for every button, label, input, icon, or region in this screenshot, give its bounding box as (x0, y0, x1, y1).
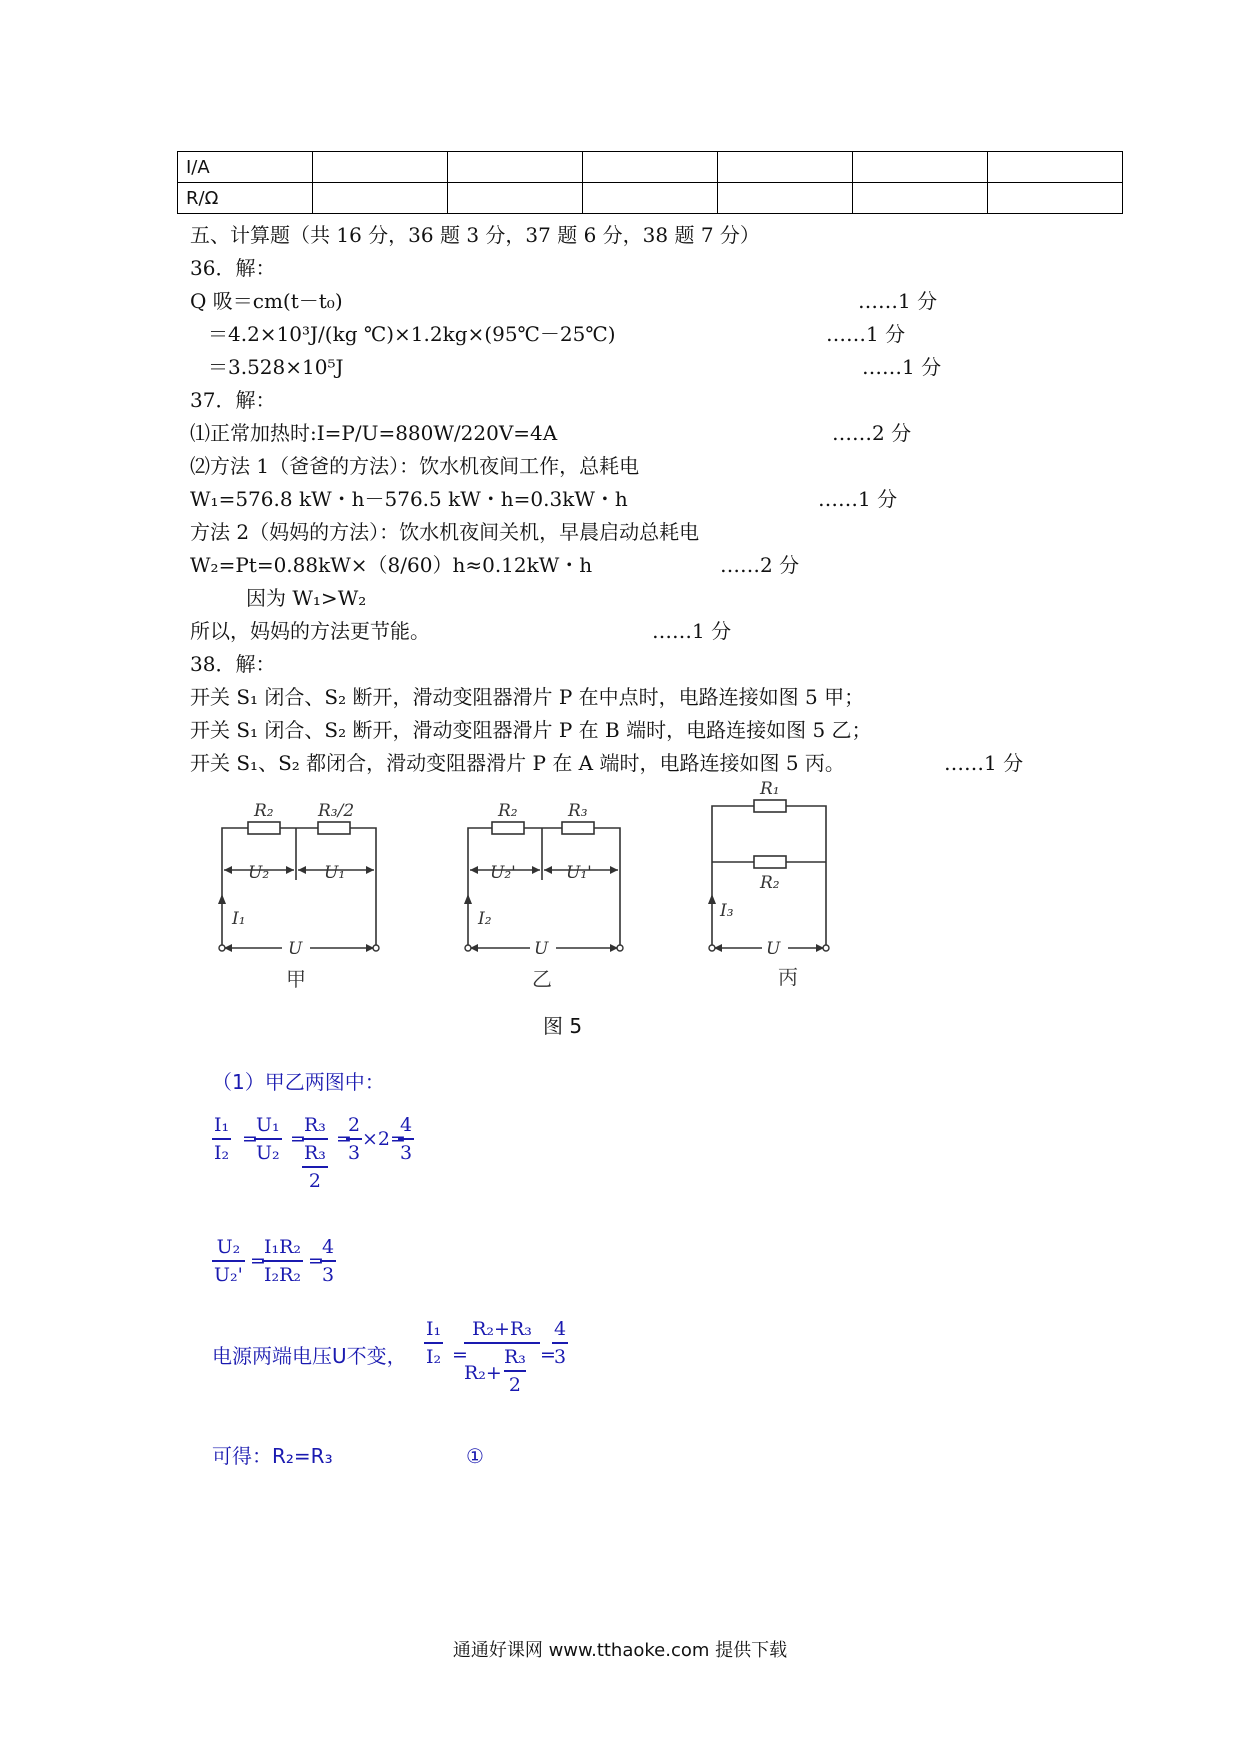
q36-line2-score: ……1 分 (826, 322, 906, 346)
eq3-frac-a (424, 1316, 443, 1370)
q38-head: 38．解： (190, 652, 276, 676)
eq1-frac-a (212, 1112, 231, 1166)
q36-head: 36．解： (190, 256, 276, 280)
eq1-c-den-num: R₃ (302, 1140, 328, 1168)
eq3-b-den (464, 1344, 540, 1402)
result-text: 可得：R₂=R₃ (212, 1444, 333, 1468)
label-a-u1: U₁ (324, 863, 346, 883)
table-cell (718, 183, 853, 214)
eq3-equals: = (540, 1344, 556, 1366)
eq2-frac-c (320, 1234, 336, 1288)
eq1-d-num: 2 (346, 1112, 362, 1140)
circuit-b (468, 822, 620, 948)
q36-line3-score: ……1 分 (862, 355, 942, 379)
label-a-u2: U₂ (248, 863, 270, 883)
label-c-u: U (766, 939, 781, 959)
q38-line1: 开关 S₁ 闭合、S₂ 断开，滑动变阻器滑片 P 在中点时，电路连接如图 5 甲； (190, 685, 865, 709)
eq3-b-den-frac (504, 1344, 526, 1398)
eq3-b-den-den: 2 (508, 1374, 522, 1396)
eq1-equals: = (336, 1128, 352, 1150)
label-b-r2: R₂ (498, 801, 518, 821)
eq1-times: ×2= (362, 1128, 406, 1150)
eq1-equals: = (290, 1128, 306, 1150)
eq1-frac-d (346, 1112, 362, 1166)
q37-line3: W₁=576.8 kW・h－576.5 kW・h=0.3kW・h (190, 487, 628, 511)
label-a-u: U (288, 939, 303, 959)
eq3-a-num: I₁ (424, 1316, 443, 1344)
q37-line4: 方法 2（妈妈的方法）：饮水机夜间关机，早晨启动总耗电 (190, 520, 700, 544)
table-cell (988, 183, 1123, 214)
eq1-equals: = (242, 1128, 258, 1150)
eq1-e-num: 4 (398, 1112, 414, 1140)
table-row (178, 152, 1123, 183)
eq2-b-den: I₂R₂ (264, 1264, 302, 1286)
eq3-c-den: 3 (554, 1346, 567, 1368)
table-cell (583, 183, 718, 214)
eq3-equals: = (452, 1344, 468, 1366)
eq3-b-num: R₂+R₃ (464, 1316, 540, 1344)
eq3-a-den: I₂ (426, 1346, 442, 1368)
q38-line3: 开关 S₁、S₂ 都闭合，滑动变阻器滑片 P 在 A 端时，电路连接如图 5 丙。 (190, 751, 845, 775)
eq3-frac-c (552, 1316, 568, 1370)
label-a: 甲 (286, 967, 306, 991)
eq3-c-num: 4 (552, 1316, 568, 1344)
table-cell: I/A (178, 152, 313, 183)
q37-line6: 因为 W₁>W₂ (246, 586, 367, 610)
eq1-a-num: I₁ (212, 1112, 231, 1140)
q37-line3-score: ……1 分 (818, 487, 898, 511)
circuit-figure (200, 770, 900, 1010)
table-cell (448, 183, 583, 214)
eq1-b-den: U₂ (256, 1142, 280, 1164)
q38-line2: 开关 S₁ 闭合、S₂ 断开，滑动变阻器滑片 P 在 B 端时，电路连接如图 5 乙； (190, 718, 872, 742)
table-cell (853, 152, 988, 183)
q36-line3: ＝3.528×10⁵J (208, 355, 344, 379)
eq1-c-den-den: 2 (308, 1170, 322, 1192)
table-cell (448, 152, 583, 183)
eq1-frac-e (398, 1112, 414, 1166)
label-b: 乙 (532, 967, 552, 991)
label-c-r1: R₁ (760, 779, 780, 799)
eq2-equals: = (308, 1250, 324, 1272)
eq2-b-num: I₁R₂ (262, 1234, 303, 1262)
table-cell: R/Ω (178, 183, 313, 214)
q37-line1-score: ……2 分 (832, 421, 912, 445)
q37-line7-score: ……1 分 (652, 619, 732, 643)
eq2-a-num: U₂ (212, 1234, 245, 1262)
circuit-a (222, 822, 376, 948)
q36-line1-score: ……1 分 (858, 289, 938, 313)
page-footer: 通通好课网 www.tthaoke.com 提供下载 (452, 1640, 788, 1661)
q37-line5: W₂=Pt=0.88kW×（8/60）h≈0.12kW・h (190, 553, 593, 577)
label-c-r2: R₂ (760, 873, 780, 893)
eq1-a-den: I₂ (214, 1142, 230, 1164)
eq2-equals: = (250, 1250, 266, 1272)
table-row (178, 183, 1123, 214)
q37-line5-score: ……2 分 (720, 553, 800, 577)
label-b-u2: U₂' (490, 863, 516, 883)
solution-part1: （1）甲乙两图中： (212, 1070, 385, 1094)
table-cell (988, 152, 1123, 183)
q37-line7: 所以，妈妈的方法更节能。 (190, 619, 430, 643)
label-a-r2: R₂ (254, 801, 274, 821)
eq1-frac-b (254, 1112, 282, 1166)
label-a-r3: R₃/2 (318, 801, 355, 821)
q38-line3-score: ……1 分 (944, 751, 1024, 775)
eq2-frac-b (262, 1234, 303, 1288)
eq2-c-num: 4 (320, 1234, 336, 1262)
result-mark: ① (466, 1444, 484, 1468)
eq2-frac-a (212, 1234, 245, 1288)
label-a-i1: I₁ (232, 909, 246, 929)
label-c: 丙 (778, 965, 798, 989)
q37-head: 37．解： (190, 388, 276, 412)
eq1-d-den: 3 (348, 1142, 361, 1164)
table-cell (583, 152, 718, 183)
eq1-e-den: 3 (400, 1142, 413, 1164)
label-b-u: U (534, 939, 549, 959)
data-table (177, 151, 1123, 214)
table-cell (853, 183, 988, 214)
q36-line2: ＝4.2×10³J/(kg ℃)×1.2kg×(95℃－25℃) (208, 322, 616, 346)
eq1-frac-c (302, 1112, 328, 1194)
label-b-i2: I₂ (478, 909, 492, 929)
q36-line1: Q 吸＝cm(t－t₀) (190, 289, 343, 313)
section-title: 五、计算题（共 16 分，36 题 3 分，37 题 6 分，38 题 7 分） (190, 223, 760, 247)
label-b-r3: R₃ (568, 801, 588, 821)
table-cell (718, 152, 853, 183)
eq2-a-den: U₂' (214, 1264, 243, 1286)
eq3-b-den-pre: R₂+ (464, 1362, 502, 1384)
q37-line2: ⑵方法 1（爸爸的方法）：饮水机夜间工作，总耗电 (190, 454, 640, 478)
figure-caption: 图 5 (543, 1014, 583, 1038)
table-cell (313, 152, 448, 183)
q37-line1: ⑴正常加热时:I=P/U=880W/220V=4A (190, 421, 558, 445)
label-c-i3: I₃ (720, 901, 734, 921)
eq3-frac-b (464, 1316, 540, 1402)
eq1-b-num: U₁ (254, 1112, 282, 1140)
eq3-text: 电源两端电压U不变， (212, 1344, 407, 1368)
table-cell (313, 183, 448, 214)
eq1-c-num: R₃ (302, 1112, 328, 1140)
eq2-c-den: 3 (322, 1264, 335, 1286)
label-b-u1: U₁' (566, 863, 592, 883)
eq3-b-den-num: R₃ (504, 1344, 526, 1372)
